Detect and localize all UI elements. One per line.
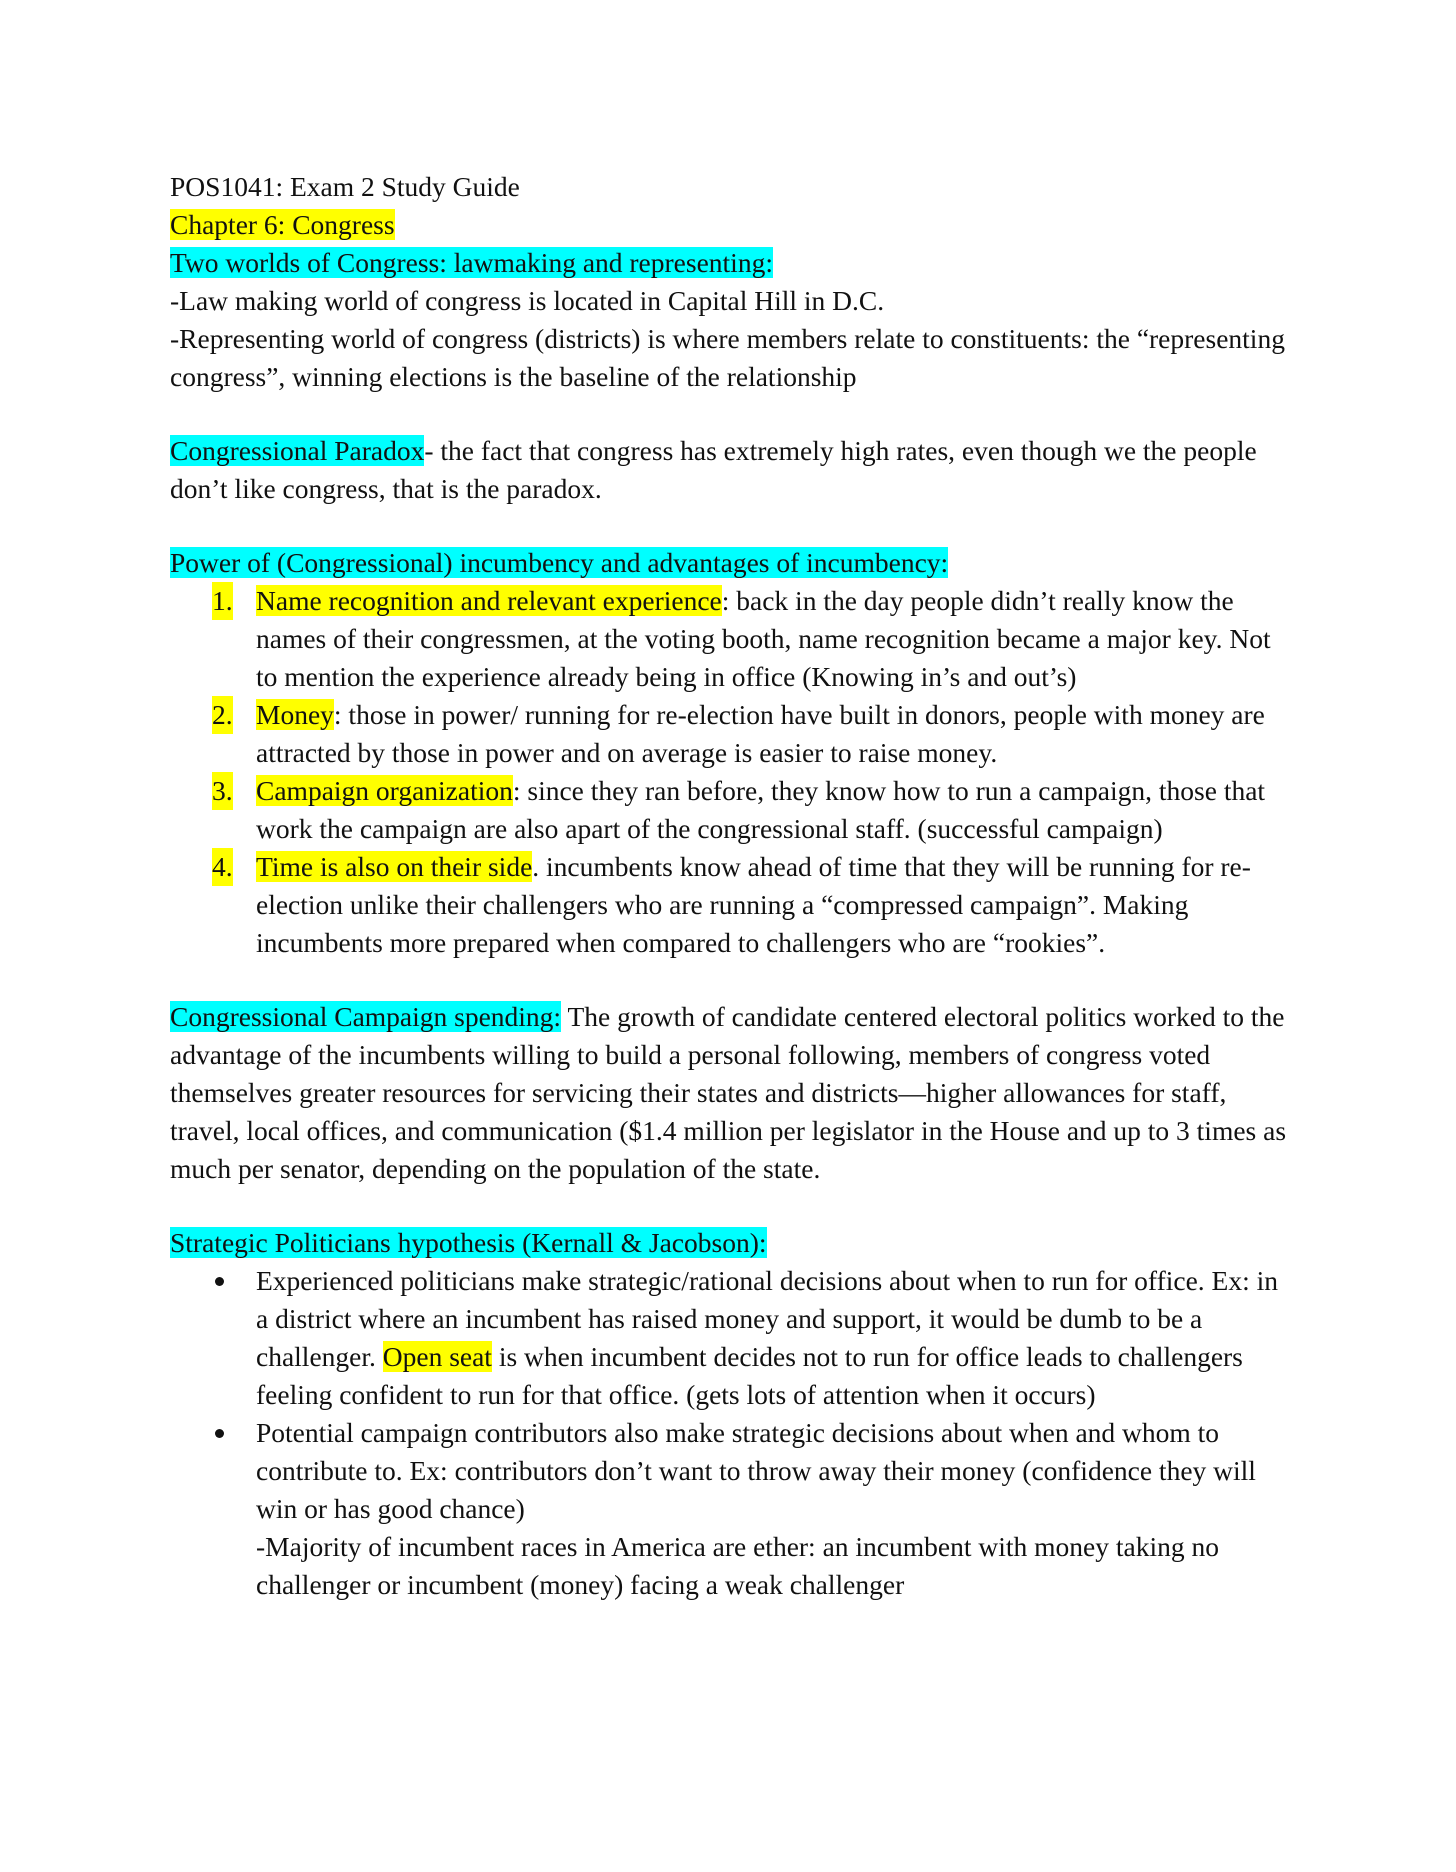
list-item xyxy=(170,1414,1290,1604)
bullet-text: is when incumbent decides not to run for office leads to challengers feeling confident to run for that office. (gets lots of attention when it occurs) xyxy=(256,1341,1243,1410)
list-text: . incumbents know ahead of time that they will be running for re-election unlike their challengers who are running a “compressed campaign”. Making incumbents more prepared when compared to challengers who are “rookies”. xyxy=(256,851,1251,958)
list-number: 2. xyxy=(212,696,233,734)
incumbency-heading: Power of (Congressional) incumbency and advantages of incumbency: xyxy=(170,547,949,578)
list-item xyxy=(170,582,1290,696)
two-worlds-heading: Two worlds of Congress: lawmaking and representing: xyxy=(170,247,773,278)
list-text: : those in power/ running for re-election have built in donors, people with money are attracted by those in power and on average is easier to raise money. xyxy=(256,699,1265,768)
bullet-icon xyxy=(215,1277,224,1286)
section-strategic xyxy=(170,1224,1290,1604)
section-incumbency xyxy=(170,544,1290,962)
list-text: : since they ran before, they know how to run a campaign, those that work the campaign are also apart of the congressional staff. (successful campaign) xyxy=(256,775,1266,844)
spending-term: Congressional Campaign spending: xyxy=(170,1001,562,1032)
list-number: 3. xyxy=(212,772,233,810)
list-text: : back in the day people didn’t really know the names of their congressmen, at the voting booth, name recognition became a major key. Not to mention the experience already being in office (Knowing in’s and out’s) xyxy=(256,585,1271,692)
spending-paragraph xyxy=(170,998,1290,1188)
document-page xyxy=(170,168,1290,1640)
section-two-worlds xyxy=(170,244,1290,396)
list-item xyxy=(170,772,1290,848)
list-term: Name recognition and relevant experience xyxy=(256,585,722,616)
bullet-text: Experienced politicians make strategic/rational decisions about when to run for office. Ex: in a district where an incumbent has raised money and support, it would be dumb to be a challenger. xyxy=(256,1265,1279,1372)
list-term: Time is also on their side xyxy=(256,851,533,882)
section-heading xyxy=(170,544,1290,582)
two-worlds-line-2: -Representing world of congress (districts) is where members relate to constituents: the “representing congress”, winning elections is the baseline of the relationship xyxy=(170,323,1285,392)
two-worlds-line-1: -Law making world of congress is located in Capital Hill in D.C. xyxy=(170,285,885,316)
section-heading xyxy=(170,1224,1290,1262)
chapter-heading xyxy=(170,206,1290,244)
section-spending xyxy=(170,998,1290,1188)
list-item xyxy=(170,696,1290,772)
open-seat-term: Open seat xyxy=(382,1341,492,1372)
document-title: POS1041: Exam 2 Study Guide xyxy=(170,171,520,202)
section-paradox xyxy=(170,432,1290,508)
bullet-text: Potential campaign contributors also make strategic decisions about when and whom to contribute to. Ex: contributors don’t want to throw away their money (confidence they will win or has good chance) xyxy=(256,1417,1256,1524)
bullet-icon xyxy=(215,1429,224,1438)
list-number: 4. xyxy=(212,848,233,886)
list-item xyxy=(170,1262,1290,1414)
spending-text: The growth of candidate centered electoral politics worked to the advantage of the incumbents willing to build a personal following, members of congress voted themselves greater resources for servicing their states and districts—higher allowances for staff, travel, local offices, and communication ($1.4 million per legislator in the House and up to 3 times as much per senator, depending on the population of the state. xyxy=(170,1001,1287,1184)
list-term: Campaign organization xyxy=(256,775,513,806)
bullet-extra-text: -Majority of incumbent races in America are ether: an incumbent with money taking no challenger or incumbent (money) facing a weak challenger xyxy=(256,1531,1219,1600)
strategic-heading: Strategic Politicians hypothesis (Kernall & Jacobson): xyxy=(170,1227,767,1258)
list-number: 1. xyxy=(212,582,233,620)
list-term: Money xyxy=(256,699,334,730)
list-item xyxy=(170,848,1290,962)
strategic-list xyxy=(170,1262,1290,1604)
section-heading xyxy=(170,244,1290,282)
chapter-heading-text: Chapter 6: Congress xyxy=(170,209,395,240)
incumbency-list xyxy=(170,582,1290,962)
paradox-text: - the fact that congress has extremely high rates, even though we the people don’t like congress, that is the paradox. xyxy=(170,435,1257,504)
paradox-term: Congressional Paradox xyxy=(170,435,425,466)
paradox-paragraph xyxy=(170,432,1290,508)
